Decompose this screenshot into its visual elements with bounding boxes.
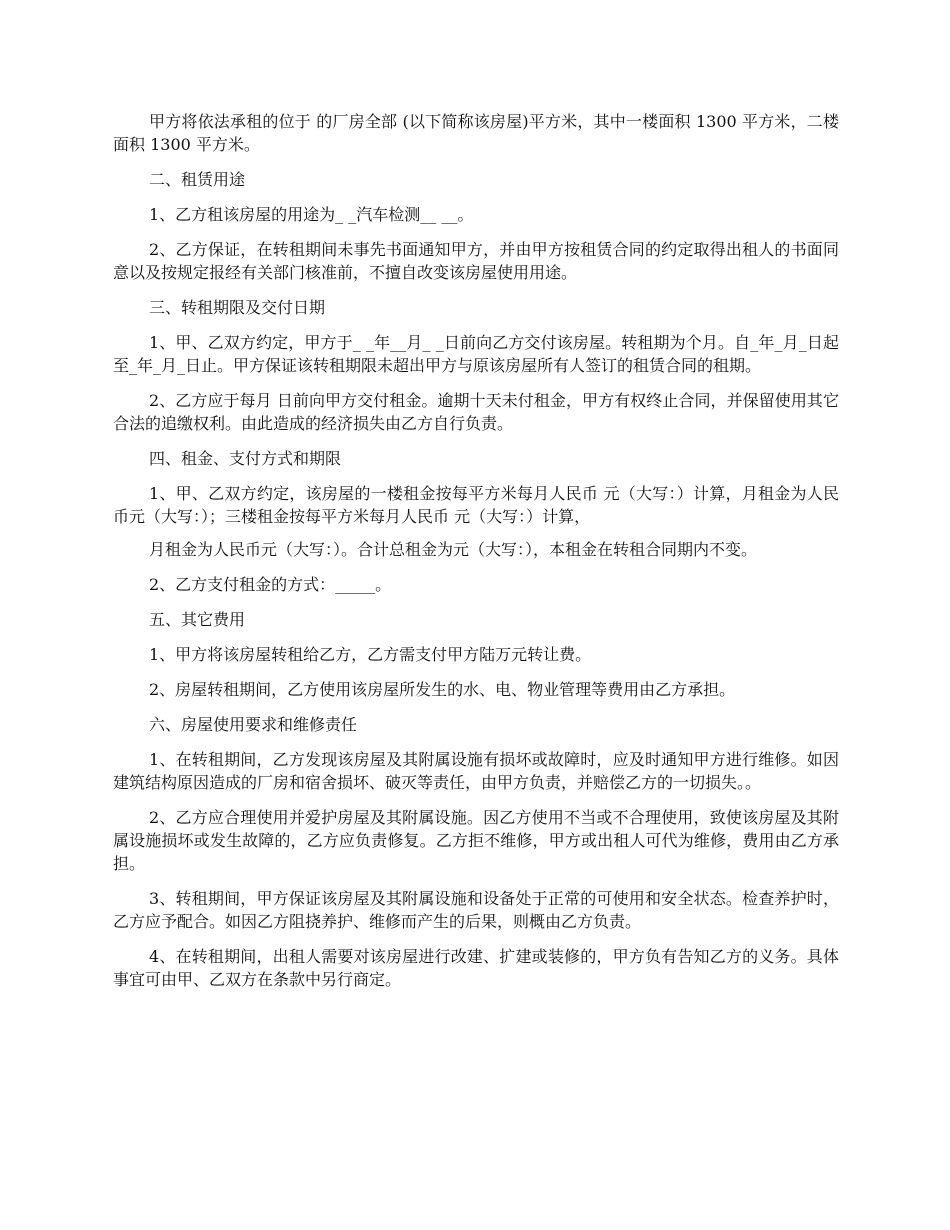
section-heading-fees: 五、其它费用 <box>149 610 246 629</box>
section-heading-term: 三、转租期限及交付日期 <box>149 298 326 317</box>
paragraph-rent-1-continued: 月租金为人民币元（大写：）。合计总租金为元（大写：），本租金在转租合同期内不变。 <box>149 540 758 559</box>
section-heading-purpose: 二、租赁用途 <box>149 170 246 189</box>
section-heading-rent: 四、租金、支付方式和期限 <box>149 449 342 468</box>
paragraph-maintenance-4: 4、在转租期间，出租人需要对该房屋进行改建、扩建或装修的，甲方负有告知乙方的义务。具体事宜可由甲、乙双方在条款中另行商定。 <box>113 947 839 989</box>
document-body <box>113 110 839 1003</box>
paragraph-purpose-1: 1、乙方租该房屋的用途为_ _汽车检测__ __。 <box>149 205 474 224</box>
paragraph-maintenance-1: 1、在转租期间，乙方发现该房屋及其附属设施有损坏或故障时，应及时通知甲方进行维修。如因建筑结构原因造成的厂房和宿舍损坏、破灭等责任，由甲方负责，并赔偿乙方的一切损失。。 <box>113 750 839 792</box>
section-heading-maintenance: 六、房屋使用要求和维修责任 <box>149 715 358 734</box>
paragraph-fees-1: 1、甲方将该房屋转租给乙方，乙方需支付甲方陆万元转让费。 <box>149 645 592 664</box>
paragraph-rent-1: 1、甲、乙双方约定，该房屋的一楼租金按每平方米每月人民币 元（大写：）计算，月租金为人民币元（大写：）；三楼租金按每平方米每月人民币 元（大写：）计算， <box>113 484 839 526</box>
paragraph-term-1: 1、甲、乙双方约定，甲方于_ _年__月_ _日前向乙方交付该房屋。转租期为个月。自_年_月_日起至_年_月_日止。甲方保证该转租期限未超出甲方与原该房屋所有人签订的租赁合同的租期。 <box>113 333 839 375</box>
paragraph-maintenance-2: 2、乙方应合理使用并爱护房屋及其附属设施。因乙方使用不当或不合理使用，致使该房屋及其附属设施损坏或发生故障的，乙方应负责修复。乙方拒不维修，甲方或出租人可代为维修，费用由乙方承担。 <box>113 808 839 873</box>
paragraph-rent-2: 2、乙方支付租金的方式：_____。 <box>149 575 392 594</box>
paragraph-premises: 甲方将依法承租的位于 的厂房全部 (以下简称该房屋)平方米，其中一楼面积 1300 平方米，二楼面积 1300 平方米。 <box>113 112 839 154</box>
paragraph-maintenance-3: 3、转租期间，甲方保证该房屋及其附属设施和设备处于正常的可使用和安全状态。检查养护时，乙方应予配合。如因乙方阻挠养护、维修而产生的后果，则概由乙方负责。 <box>113 889 839 931</box>
paragraph-purpose-2: 2、乙方保证，在转租期间未事先书面通知甲方，并由甲方按租赁合同的约定取得出租人的书面同意以及按规定报经有关部门核准前，不擅自改变该房屋使用用途。 <box>113 240 839 282</box>
paragraph-term-2: 2、乙方应于每月 日前向甲方交付租金。逾期十天未付租金，甲方有权终止合同，并保留使用其它合法的追缴权利。由此造成的经济损失由乙方自行负责。 <box>113 391 839 433</box>
paragraph-fees-2: 2、房屋转租期间，乙方使用该房屋所发生的水、电、物业管理等费用由乙方承担。 <box>149 680 736 699</box>
